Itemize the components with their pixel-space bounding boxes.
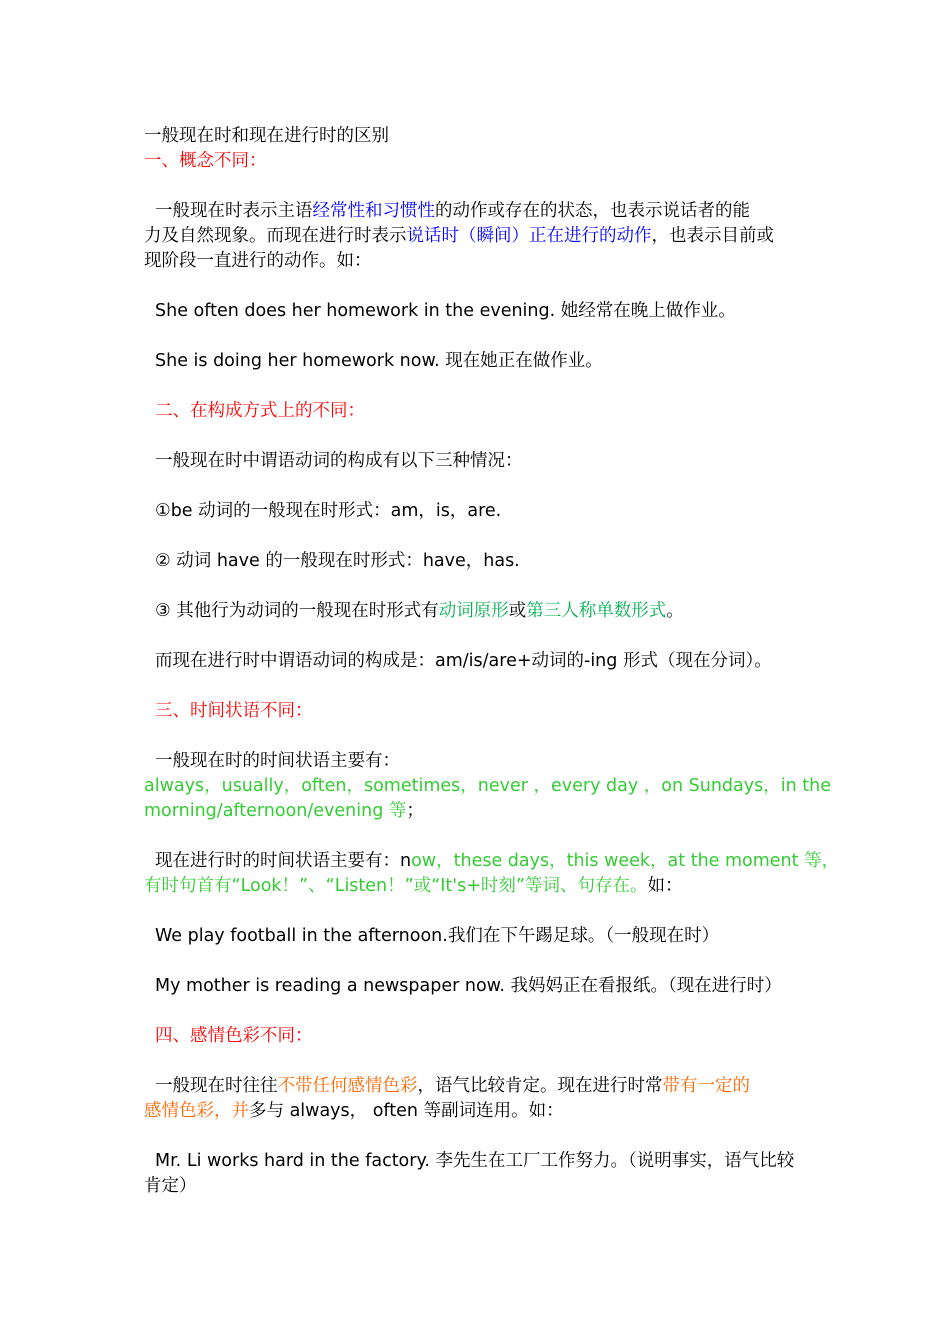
highlight-ongoing: 说话时（瞬间）正在进行的动作	[406, 226, 652, 246]
section2-item3: ③ 其他行为动词的一般现在时形式有动词原形或第三人称单数形式。	[155, 601, 684, 621]
section3-simple-intro: 一般现在时的时间状语主要有：	[155, 751, 400, 771]
highlight-base-form: 动词原形	[438, 601, 509, 621]
section4-paragraph-line2: 感情色彩，并多与 always， often 等副词连用。如：	[144, 1101, 564, 1121]
section3-simple-words-line1: always，usually，often，sometimes，never ，every day ，on Sundays，in the	[144, 776, 831, 796]
section3-progressive-line1: 现在进行时的时间状语主要有：now，these days，this week，at the moment 等，	[155, 851, 840, 871]
section2-item2: ② 动词 have 的一般现在时形式：have，has.	[155, 551, 520, 571]
section3-example2: My mother is reading a newspaper now. 我妈妈正在看报纸。（现在进行时）	[155, 976, 782, 996]
section1-paragraph-line1: 一般现在时表示主语经常性和习惯性的动作或存在的状态，也表示说话者的能	[155, 201, 750, 221]
section4-heading: 四、感情色彩不同：	[155, 1026, 313, 1046]
section3-simple-words-line2: morning/afternoon/evening 等；	[144, 801, 424, 821]
section4-example1: Mr. Li works hard in the factory. 李先生在工厂工作努力。（说明事实，语气比较	[155, 1151, 795, 1171]
highlight-habitual: 经常性和习惯性	[312, 201, 435, 221]
section3-example1: We play football in the afternoon.我们在下午踢足球。（一般现在时）	[155, 926, 720, 946]
highlight-third-person: 第三人称单数形式	[526, 601, 667, 621]
highlight-no-emotion: 不带任何感情色彩	[277, 1076, 418, 1096]
section2-heading: 二、在构成方式上的不同：	[155, 401, 365, 421]
section3-heading: 三、时间状语不同：	[155, 701, 313, 721]
section1-example2: She is doing her homework now. 现在她正在做作业。	[155, 351, 603, 371]
section3-progressive-line2: 有时句首有“Look！”、“Listen！”或“It's+时刻”等词、句存在。如：	[144, 876, 683, 896]
section1-paragraph-line2: 力及自然现象。而现在进行时表示说话时（瞬间）正在进行的动作，也表示目前或	[144, 226, 774, 246]
section4-example1-continued: 肯定）	[144, 1176, 197, 1196]
section2-intro: 一般现在时中谓语动词的构成有以下三种情况：	[155, 451, 523, 471]
section1-heading: 一、概念不同：	[144, 151, 267, 171]
section2-item1: ①be 动词的一般现在时形式：am，is，are.	[155, 501, 502, 521]
section1-paragraph-line3: 现阶段一直进行的动作。如：	[144, 251, 372, 271]
highlight-emotion: 带有一定的	[662, 1076, 750, 1096]
document-title: 一般现在时和现在进行时的区别	[144, 126, 389, 146]
section4-paragraph-line1: 一般现在时往往不带任何感情色彩，语气比较肯定。现在进行时常带有一定的	[155, 1076, 750, 1096]
section2-progressive-form: 而现在进行时中谓语动词的构成是：am/is/are+动词的-ing 形式（现在分词）。	[155, 651, 772, 671]
section1-example1: She often does her homework in the evening. 她经常在晚上做作业。	[155, 301, 736, 321]
